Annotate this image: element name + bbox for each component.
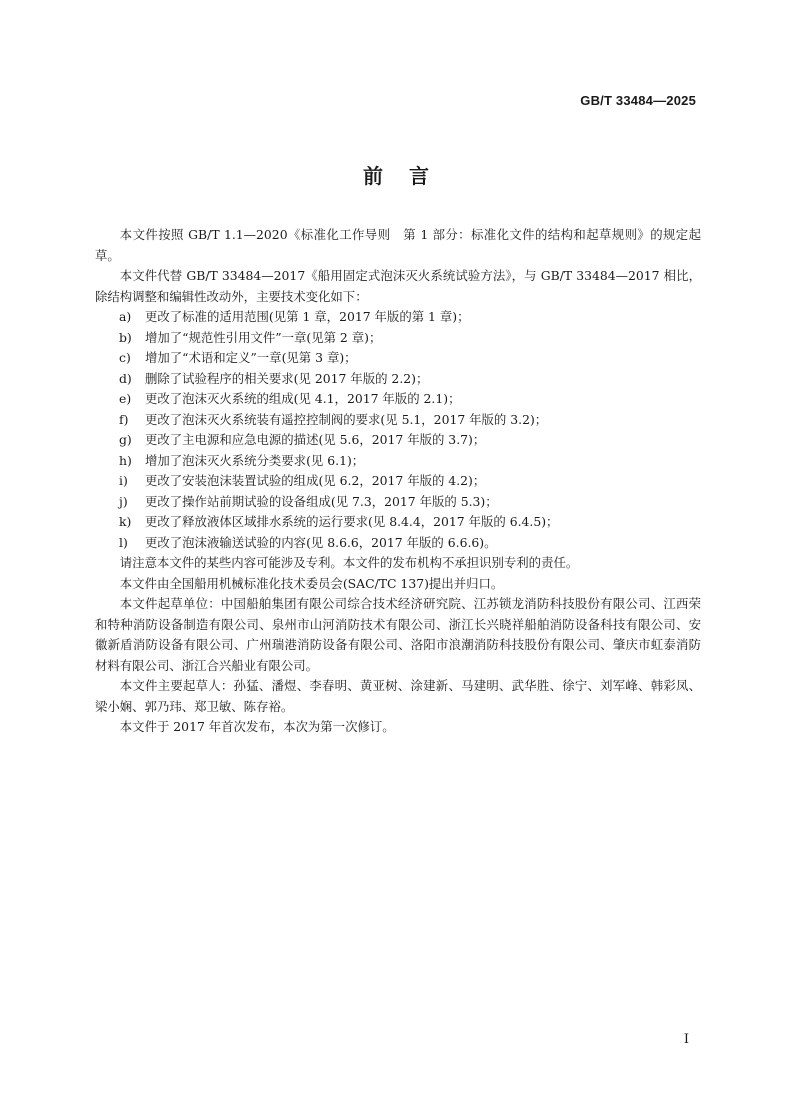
list-item [95, 410, 701, 431]
list-marker: k) [119, 514, 132, 529]
list-marker: d) [119, 370, 132, 386]
list-item [95, 389, 701, 410]
paragraph-publication-history: 本文件于 2017 年首次发布，本次为第一次修订。 [119, 719, 395, 734]
list-item [95, 369, 701, 390]
list-marker: c) [119, 350, 131, 365]
list-marker: h) [119, 452, 132, 468]
list-marker: a) [119, 309, 132, 324]
list-item-text: 更改了主电源和应急电源的描述(见 5.6，2017 年版的 3.7)； [145, 432, 486, 447]
list-item [95, 430, 701, 451]
list-item [95, 512, 701, 533]
list-item-text: 删除了试验程序的相关要求(见 2017 年版的 2.2)； [145, 370, 429, 386]
page-title: 前言 [363, 164, 455, 188]
list-item-text: 更改了泡沫液输送试验的内容(见 8.6.6，2017 年版的 6.6.6)。 [145, 534, 497, 550]
list-item-text: 更改了释放液体区域排水系统的运行要求(见 8.4.4，2017 年版的 6.4.5)； [145, 514, 559, 529]
list-item [95, 328, 701, 349]
list-marker: l) [119, 534, 128, 550]
paragraph-committee: 本文件由全国船用机械标准化技术委员会(SAC/TC 137)提出并归口。 [119, 575, 504, 591]
changes-list [95, 307, 701, 553]
list-item [95, 533, 701, 554]
list-marker: j) [119, 493, 128, 509]
list-item-text: 增加了泡沫灭火系统分类要求(见 6.1)； [145, 452, 365, 468]
list-item-text: 更改了操作站前期试验的设备组成(见 7.3，2017 年版的 5.3)； [145, 493, 498, 509]
list-marker: g) [119, 432, 132, 447]
list-item [95, 471, 701, 492]
page-number: I [683, 1032, 689, 1047]
paragraph-drafting-organizations: 本文件起草单位：中国船舶集团有限公司综合技术经济研究院、江苏锁龙消防科技股份有限公司、江西荣和特种消防设备制造有限公司、泉州市山河消防技术有限公司、浙江长兴晓祥船舶消防设备科技有限公司、安徽新盾消防设备有限公司、广州瑞港消防设备有限公司、洛阳市浪潮消防科技股份有限公司、肇庆市虹泰消防材料有限公司、浙江合兴船业有限公司。 [95, 596, 701, 673]
list-item [95, 451, 701, 472]
list-marker: e) [119, 391, 132, 406]
list-item-text: 增加了“术语和定义”一章(见第 3 章)； [145, 350, 357, 365]
list-item-text: 更改了安装泡沫装置试验的组成(见 6.2，2017 年版的 4.2)； [145, 473, 486, 488]
paragraph-replacement: 本文件代替 GB/T 33484—2017《船用固定式泡沫灭火系统试验方法》，与 GB/T 33484—2017 相比，除结构调整和编辑性改动外，主要技术变化如下： [95, 268, 701, 304]
list-item [95, 307, 701, 328]
paragraph-patent-notice: 请注意本文件的某些内容可能涉及专利。本文件的发布机构不承担识别专利的责任。 [119, 555, 579, 570]
list-item-text: 更改了标准的适用范围(见第 1 章，2017 年版的第 1 章)； [145, 309, 470, 324]
list-item-text: 更改了泡沫灭火系统的组成(见 4.1，2017 年版的 2.1)； [145, 391, 461, 406]
paragraph-drafters: 本文件主要起草人：孙猛、潘煜、李春明、黄亚树、涂建新、马建明、武华胜、徐宁、刘军峰、韩彩凤、梁小娴、郭乃玮、郑卫敏、陈存裕。 [95, 678, 701, 714]
standard-code: GB/T 33484—2025 [580, 93, 696, 108]
list-item [95, 348, 701, 369]
list-item [95, 492, 701, 513]
list-marker: f) [119, 411, 129, 427]
list-marker: i) [119, 473, 128, 488]
list-marker: b) [119, 329, 132, 345]
foreword-body [95, 225, 701, 738]
list-item-text: 增加了“规范性引用文件”一章(见第 2 章)； [145, 329, 382, 345]
paragraph-drafting-rules: 本文件按照 GB/T 1.1—2020《标准化工作导则 第 1 部分：标准化文件的结构和起草规则》的规定起草。 [95, 227, 701, 263]
list-item-text: 更改了泡沫灭火系统装有遥控控制阀的要求(见 5.1，2017 年版的 3.2)； [145, 411, 548, 427]
